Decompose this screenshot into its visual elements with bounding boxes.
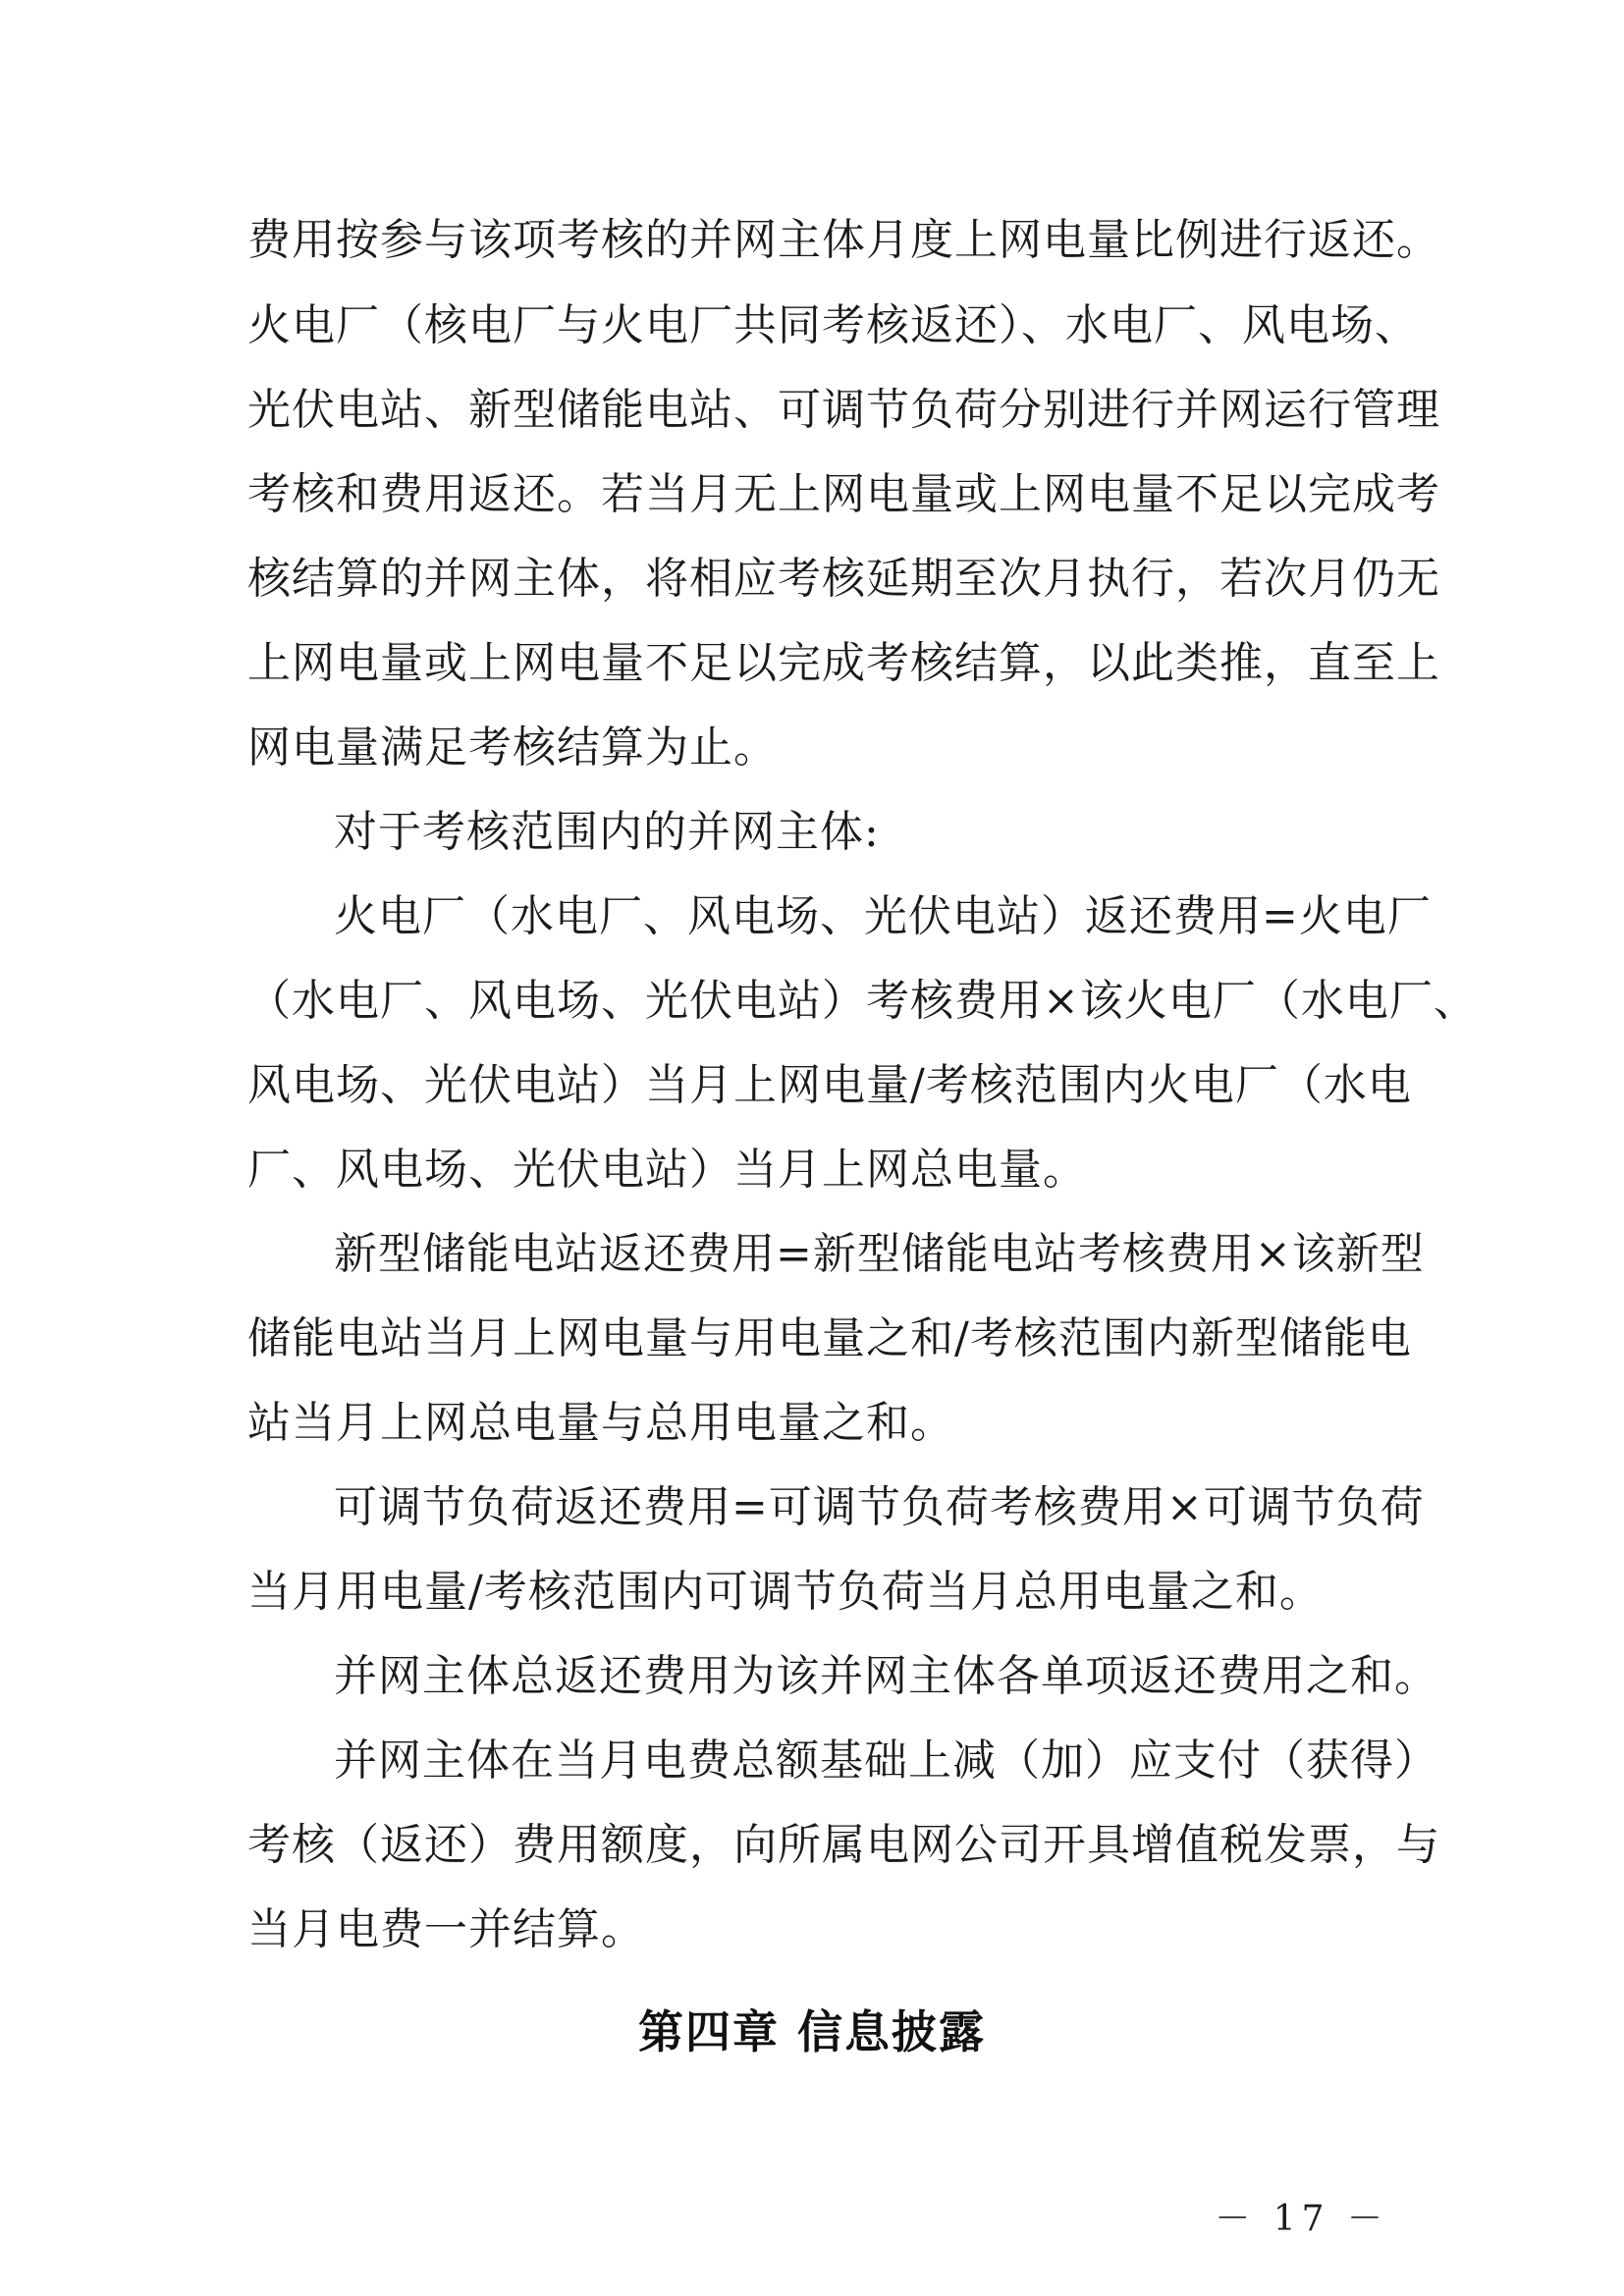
text-line: 费用按参与该项考核的并网主体月度上网电量比例进行返还。	[247, 215, 1440, 265]
text-line: 对于考核范围内的并网主体:	[334, 807, 880, 857]
text-line: 储能电站当月上网电量与用电量之和/考核范围内新型储能电	[247, 1313, 1412, 1363]
chapter-heading: 第四章 信息披露	[637, 2005, 986, 2058]
text-line: 当月电费一并结算。	[247, 1904, 645, 1954]
text-line: 风电场、光伏电站）当月上网电量/考核范围内火电厂（水电	[247, 1060, 1412, 1110]
text-line: 并网主体在当月电费总额基础上减（加）应支付（获得）	[334, 1735, 1438, 1786]
text-line: 网电量满足考核结算为止。	[247, 722, 778, 773]
text-line: 核结算的并网主体，将相应考核延期至次月执行，若次月仍无	[247, 554, 1440, 604]
page-number: － 17 －	[1215, 2199, 1388, 2239]
text-line: 可调节负荷返还费用=可调节负荷考核费用×可调节负荷	[334, 1482, 1425, 1532]
text-line: 并网主体总返还费用为该并网主体各单项返还费用之和。	[334, 1651, 1438, 1701]
text-line: 火电厂（核电厂与火电厂共同考核返还）、水电厂、风电场、	[247, 300, 1419, 350]
text-line: 新型储能电站返还费用=新型储能电站考核费用×该新型	[334, 1229, 1425, 1279]
text-line: 站当月上网总电量与总用电量之和。	[247, 1398, 954, 1448]
text-line: 考核和费用返还。若当月无上网电量或上网电量不足以完成考	[247, 469, 1440, 519]
text-line: 当月用电量/考核范围内可调节负荷当月总用电量之和。	[247, 1567, 1324, 1617]
text-line: 厂、风电场、光伏电站）当月上网总电量。	[247, 1145, 1087, 1195]
text-line: 上网电量或上网电量不足以完成考核结算，以此类推，直至上	[247, 638, 1440, 688]
text-line: 火电厂（水电厂、风电场、光伏电站）返还费用=火电厂	[334, 891, 1432, 941]
text-line: 光伏电站、新型储能电站、可调节负荷分别进行并网运行管理	[247, 385, 1440, 435]
text-line: 考核（返还）费用额度，向所属电网公司开具增值税发票，与	[247, 1820, 1440, 1870]
text-line: （水电厂、风电场、光伏电站）考核费用×该火电厂（水电厂、	[247, 976, 1478, 1026]
